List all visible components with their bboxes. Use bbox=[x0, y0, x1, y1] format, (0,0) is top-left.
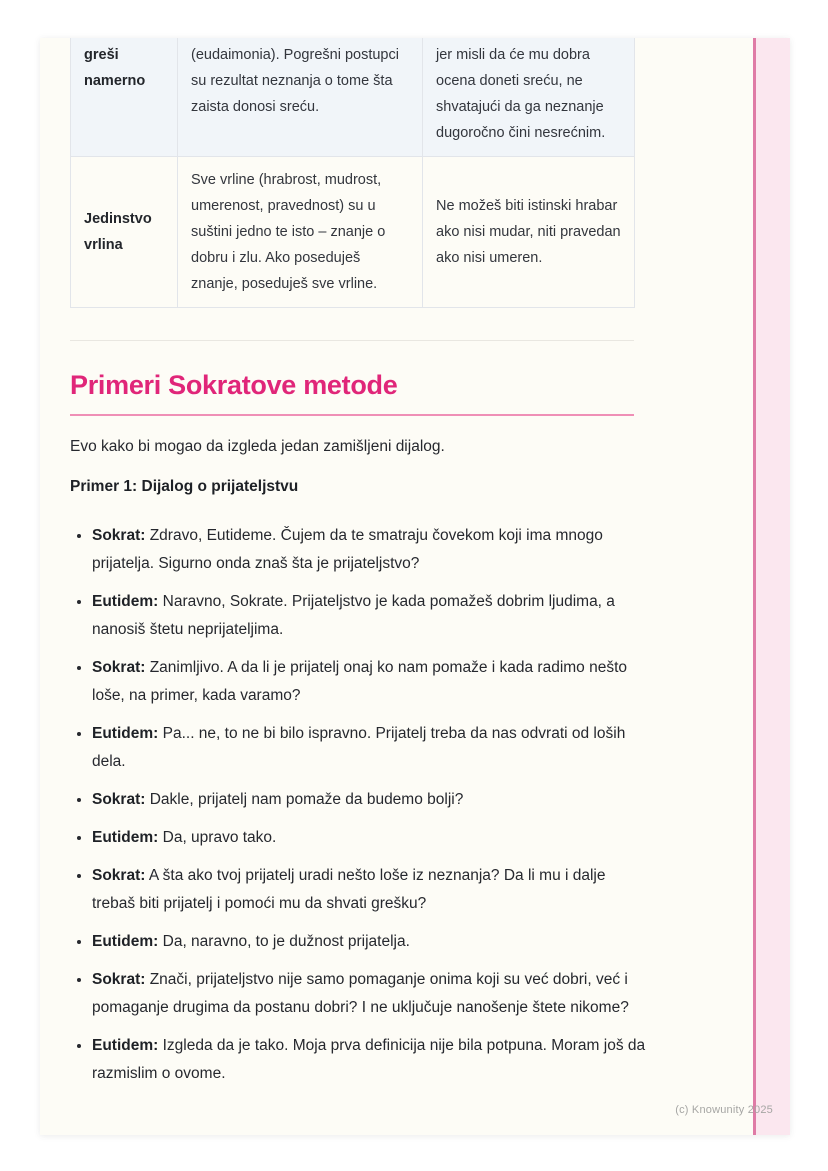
page-edge-stripe bbox=[753, 38, 790, 1135]
comparison-table bbox=[70, 38, 635, 308]
dialog-text: A šta ako tvoj prijatelj uradi nešto loše iz neznanja? Da li mu i dalje trebaš biti prijatelj i pomoći mu da shvati grešku? bbox=[92, 867, 606, 912]
example-title: Primer 1: Dijalog o prijateljstvu bbox=[70, 478, 299, 495]
list-item bbox=[92, 786, 648, 814]
list-item bbox=[92, 654, 648, 710]
dialog-text: Dakle, prijatelj nam pomaže da budemo bolji? bbox=[149, 791, 464, 808]
dialog-text: Da, naravno, to je dužnost prijatelja. bbox=[162, 933, 410, 950]
table-cell-example: jer misli da će mu dobra ocena doneti sreću, ne shvatajući da ga neznanje dugoročno čini nesrećnim. bbox=[423, 38, 635, 157]
table-cell-term: greši namerno bbox=[71, 38, 178, 157]
speaker-label: Eutidem: bbox=[92, 829, 159, 846]
table-cell-example: Ne možeš biti istinski hrabar ako nisi mudar, niti pravedan ako nisi umeren. bbox=[423, 157, 635, 308]
speaker-label: Sokrat: bbox=[92, 659, 146, 676]
document-page bbox=[40, 38, 790, 1135]
speaker-label: Eutidem: bbox=[92, 1037, 159, 1054]
table-cell-definition: (eudaimonia). Pogrešni postupci su rezultat neznanja o tome šta zaista donosi sreću. bbox=[178, 38, 423, 157]
dialog-text: Naravno, Sokrate. Prijateljstvo je kada pomažeš dobrim ljudima, a nanosiš štetu neprijateljima. bbox=[92, 593, 615, 638]
list-item bbox=[92, 522, 648, 578]
speaker-label: Eutidem: bbox=[92, 725, 159, 742]
intro-paragraph: Evo kako bi mogao da izgleda jedan zamišljeni dijalog. bbox=[70, 438, 445, 455]
table-cell-definition: Sve vrline (hrabrost, mudrost, umerenost, pravednost) su u suštini jedno te isto – znanje o dobru i zlu. Ako poseduješ znanje, poseduješ sve vrline. bbox=[178, 157, 423, 308]
speaker-label: Sokrat: bbox=[92, 971, 146, 988]
list-item bbox=[92, 720, 648, 776]
speaker-label: Eutidem: bbox=[92, 593, 159, 610]
dialog-text: Pa... ne, to ne bi bilo ispravno. Prijatelj treba da nas odvrati od loših dela. bbox=[92, 725, 626, 770]
table-cell-term: Jedinstvo vrlina bbox=[71, 157, 178, 308]
dialog-text: Zdravo, Eutideme. Čujem da te smatraju čovekom koji ima mnogo prijatelja. Sigurno onda znaš šta je prijateljstvo? bbox=[92, 527, 603, 572]
list-item bbox=[92, 862, 648, 918]
page-content bbox=[70, 38, 655, 1098]
list-item bbox=[92, 1032, 648, 1088]
dialog-text: Da, upravo tako. bbox=[162, 829, 277, 846]
section-heading: Primeri Sokratove metode bbox=[70, 370, 398, 400]
dialog-text: Znači, prijateljstvo nije samo pomaganje onima koji su već dobri, već i pomaganje drugima da postanu dobri? I ne uključuje nanošenje štete nikome? bbox=[92, 971, 629, 1016]
table-row bbox=[71, 157, 635, 308]
dialog-text: Izgleda da je tako. Moja prva definicija nije bila potpuna. Moram još da razmislim o ovome. bbox=[92, 1037, 646, 1082]
list-item bbox=[92, 588, 648, 644]
dialog-list bbox=[70, 522, 648, 1088]
list-item bbox=[92, 928, 648, 956]
dialog-text: Zanimljivo. A da li je prijatelj onaj ko nam pomaže i kada radimo nešto loše, na primer, kada varamo? bbox=[92, 659, 628, 704]
speaker-label: Sokrat: bbox=[92, 791, 146, 808]
speaker-label: Sokrat: bbox=[92, 527, 146, 544]
copyright-watermark: (c) Knowunity 2025 bbox=[675, 1104, 773, 1116]
speaker-label: Sokrat: bbox=[92, 867, 146, 884]
speaker-label: Eutidem: bbox=[92, 933, 159, 950]
list-item bbox=[92, 824, 648, 852]
heading-underline bbox=[70, 414, 634, 416]
section-divider bbox=[70, 340, 634, 341]
list-item bbox=[92, 966, 648, 1022]
table-row bbox=[71, 38, 635, 157]
